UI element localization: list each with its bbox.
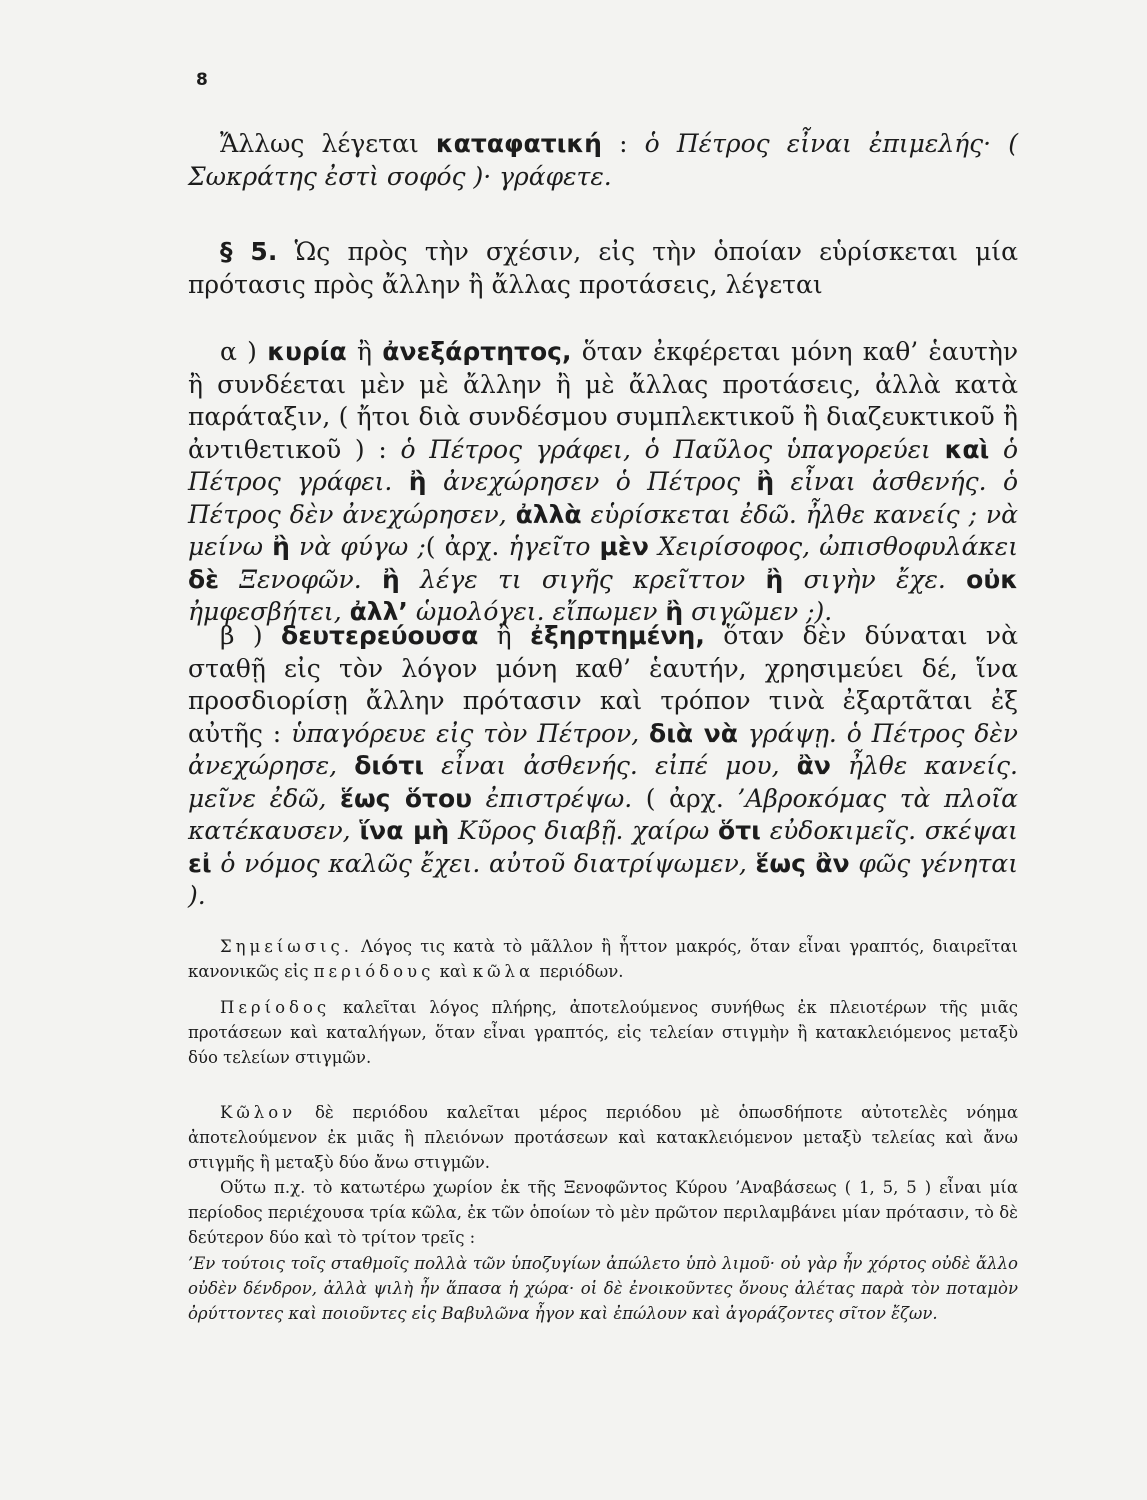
text: α ) bbox=[220, 337, 268, 366]
example-text: ἦλθε κανείς. μεῖνε ἐδῶ, bbox=[188, 751, 1018, 813]
text: καλεῖται λόγος πλήρης, ἀποτελούμενος συνήθως ἐκ πλειοτέρων τῆς μιᾶς προτάσεων καὶ καταλήγων, ὅταν εἶναι γραπτός, εἰς τελείαν στιγμὴν ἢ κατακλειόμενος μεταξὺ δύο τελείων στιγμῶν. bbox=[188, 998, 1018, 1068]
example-text: ὁ νόμος καλῶς ἔχει. αὐτοῦ διατρίψωμεν, bbox=[211, 848, 756, 878]
example-text: ὁ Πέτρος γράφει, ὁ Παῦλος ὑπαγορεύει bbox=[400, 434, 945, 464]
example-paragraph bbox=[188, 1175, 1018, 1326]
example-text: Ξενοφῶν. bbox=[219, 564, 382, 594]
paragraph-subordinate-clause bbox=[188, 620, 1018, 913]
conjunction: ἀλλὰ bbox=[515, 499, 582, 529]
text: ἢ bbox=[346, 337, 383, 366]
conjunction: ὅτι bbox=[718, 816, 761, 845]
conjunction: διότι bbox=[354, 751, 425, 780]
example-text: ὁ Πέτρος εἶναι ἐπιμελής· ( Σωκράτης ἐστὶ σοφός )· γράφετε. bbox=[188, 129, 1018, 191]
conjunction: ἢ bbox=[381, 564, 400, 594]
text: ὅταν ἐκφέρεται μόνη καθ’ ἑαυτὴν ἢ συνδέεται μὲν μὲ ἄλλην ἢ μὲ ἄλλας προτάσεις, ἀλλὰ κατὰ παράταξιν, ( ἤτοι διὰ συνδέσμου συμπλεκτικοῦ ἢ διαζευκτικοῦ ἢ ἀντιθετικοῦ ) : bbox=[188, 337, 1019, 464]
example-text: ὑπαγόρευε εἰς τὸν Πέτρον, bbox=[291, 718, 650, 748]
conjunction: καὶ bbox=[944, 434, 990, 464]
term-independent: ἀνεξάρτητος, bbox=[382, 337, 572, 366]
conjunction: οὐκ bbox=[966, 564, 1018, 594]
example-text: εἶναι ἀσθενής. ὁ Πέτρος δὲν ἀνεχώρησεν, bbox=[188, 467, 1018, 529]
text: περιόδων. bbox=[534, 962, 624, 982]
conjunction: ἂν bbox=[796, 751, 831, 780]
example-text: ὡμολόγει. εἴπωμεν bbox=[407, 597, 666, 626]
example-text: ἠμφεσβήτει, bbox=[188, 597, 350, 626]
example-intro: Οὕτω π.χ. τὸ κατωτέρω χωρίον ἐκ τῆς Ξενοφῶντος Κύρου ’Αναβάσεως ( 1, 5, 5 ) εἶναι μία περίοδος περιέχουσα τρία κῶλα, ἐκ τῶν ὁποίων τὸ μὲν πρῶτον περιλαμβάνει μίαν πρότασιν, τὸ δὲ δεύτερον δύο καὶ τὸ τρίτον τρεῖς : bbox=[188, 1178, 1018, 1248]
term-periods: περιόδους bbox=[313, 962, 435, 982]
colon-definition bbox=[188, 1100, 1018, 1176]
note-label: Σημείωσις. bbox=[220, 937, 353, 956]
note-paragraph bbox=[188, 934, 1018, 984]
example-text: σιγὴν ἔχε. bbox=[783, 564, 967, 594]
conjunction: ἢ bbox=[665, 597, 684, 626]
example-text: ἐπιστρέψω. bbox=[472, 783, 633, 813]
section-5-heading-paragraph bbox=[188, 236, 1018, 301]
section-number: § 5. bbox=[220, 237, 278, 266]
conjunction: ἀλλ’ bbox=[349, 597, 408, 626]
example-text: ’Αβροκόμας τὰ πλοῖα κατέκαυσεν, bbox=[188, 783, 1018, 845]
text: ὅταν δὲν δύναται νὰ σταθῇ εἰς τὸν λόγον μόνη καθ’ ἑαυτήν, χρησιμεύει δέ, ἵνα προσδιορίσῃ ἄλλην πρότασιν καὶ τρόπον τινὰ ἐξαρτᾶται ἐξ αὐτῆς : bbox=[188, 621, 1019, 748]
conjunction: ἢ bbox=[756, 467, 775, 496]
conjunction: εἰ bbox=[188, 848, 212, 878]
term-subordinate: δευτερεύουσα bbox=[281, 621, 479, 650]
example-text: νὰ φύγω ; bbox=[289, 532, 426, 561]
example-text: λέγε τι σιγῆς κρεῖττον bbox=[399, 564, 766, 594]
paragraph-main-clause bbox=[188, 336, 1018, 629]
text: ( ἀρχ. bbox=[632, 783, 738, 813]
text: Ἄλλως λέγεται bbox=[220, 129, 436, 158]
conjunction: μὲν bbox=[599, 532, 649, 561]
term-colon: Κῶλον bbox=[220, 1103, 297, 1122]
example-text: ἀνεχώρησεν ὁ Πέτρος bbox=[426, 467, 757, 496]
term-cola: κῶλα bbox=[472, 962, 535, 982]
example-text: γράψῃ. ὁ Πέτρος δὲν ἀνεχώρησε, bbox=[188, 718, 1018, 780]
term-dependent: ἐξηρτημένη, bbox=[530, 621, 705, 650]
text: δὲ περιόδου καλεῖται μέρος περιόδου μὲ ὁπωσδήποτε αὐτοτελὲς νόημα ἀποτελούμενον ἐκ μιᾶς ἢ πλειόνων προτάσεων καὶ κατακλειόμενον μεταξὺ τελείας καὶ ἄνω στιγμῆς ἢ μεταξὺ δύο ἄνω στιγμῶν. bbox=[188, 1103, 1018, 1173]
example-text: σιγῶμεν ;). bbox=[683, 597, 833, 626]
conjunction: διὰ νὰ bbox=[649, 718, 738, 748]
text: β ) bbox=[220, 621, 282, 650]
term-main: κυρία bbox=[267, 337, 347, 366]
conjunction: δὲ bbox=[188, 564, 220, 594]
page-number: 8 bbox=[196, 70, 208, 90]
example-text: φῶς γένηται ). bbox=[188, 848, 1018, 910]
example-text: ἡγεῖτο bbox=[508, 532, 600, 561]
period-definition bbox=[188, 995, 1018, 1071]
paragraph-affirmative bbox=[188, 128, 1018, 193]
conjunction: ἕως ὅτου bbox=[340, 783, 473, 813]
text: Λόγος τις κατὰ τὸ μᾶλλον ἢ ἧττον μακρός, ὅταν εἶναι γραπτός, διαιρεῖται κανονικῶς εἰς bbox=[188, 937, 1018, 982]
term-period: Περίοδος bbox=[220, 998, 331, 1017]
example-text: Χειρίσοφος, ὠπισθοφυλάκει bbox=[648, 532, 1019, 561]
text: : bbox=[601, 129, 645, 158]
conjunction: ἢ bbox=[272, 532, 290, 561]
example-text: εὑρίσκεται ἐδῶ. ἦλθε κανείς ; νὰ μείνω bbox=[188, 499, 1019, 561]
conjunction: ἢ bbox=[408, 467, 427, 496]
term-affirmative: καταφατική bbox=[435, 129, 602, 158]
xenophon-quote: ’Εν τούτοις τοῖς σταθμοῖς πολλὰ τῶν ὑποζυγίων ἀπώλετο ὑπὸ λιμοῦ· οὐ γὰρ ἦν χόρτος οὐδὲ ἄλλο οὐδὲν δένδρον, ἀλλὰ ψιλὴ ἦν ἅπασα ἡ χώρα· οἱ δὲ ἐνοικοῦντες ὄνους ἀλέτας παρὰ τὸν ποταμὸν ὀρύττοντες καὶ ποιοῦντες εἰς Βαβυλῶνα ἦγον καὶ ἐπώλουν καὶ ἀγοράζοντες σῖτον ἔζων. bbox=[188, 1253, 1018, 1324]
text: ἢ bbox=[478, 621, 531, 650]
example-text: Κῦρος διαβῇ. χαίρω bbox=[449, 816, 719, 845]
text: ( ἀρχ. bbox=[425, 532, 509, 561]
example-text: εἶναι ἀσθενής. εἰπέ μου, bbox=[424, 751, 797, 780]
conjunction: ἵνα μὴ bbox=[359, 816, 450, 845]
example-text: εὐδοκιμεῖς. σκέψαι bbox=[760, 816, 1018, 845]
conjunction: ἕως ἂν bbox=[755, 848, 850, 878]
text: καὶ bbox=[434, 962, 473, 982]
text: Ὡς πρὸς τὴν σχέσιν, εἰς τὴν ὁποίαν εὑρίσκεται μία πρότασις πρὸς ἄλλην ἢ ἄλλας προτάσεις, λέγεται bbox=[188, 237, 1018, 299]
conjunction: ἢ bbox=[765, 564, 784, 594]
example-text: ὁ Πέτρος γράφει. bbox=[188, 434, 1018, 496]
